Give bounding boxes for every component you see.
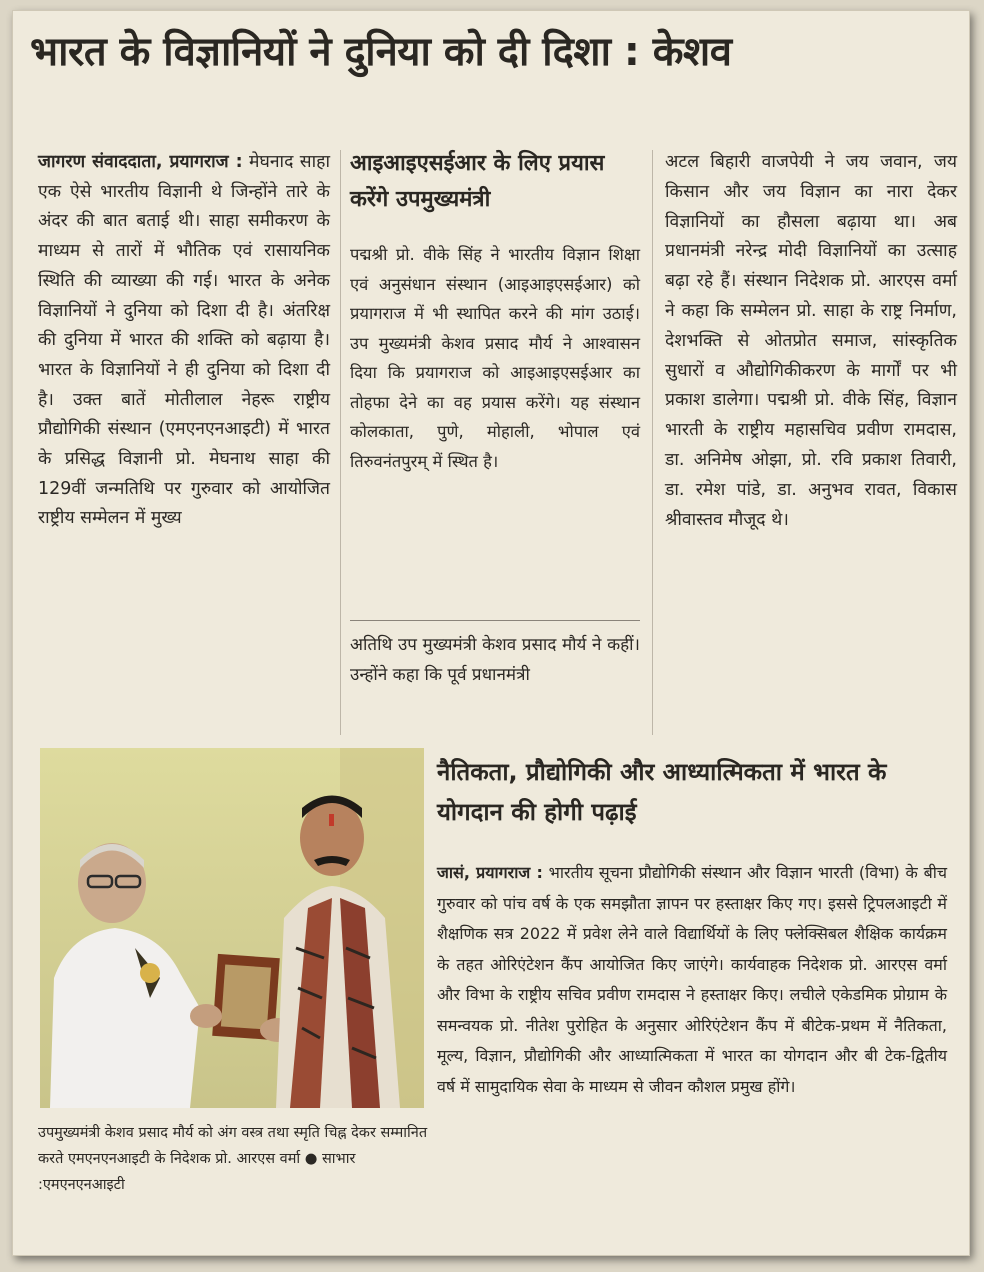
- main-story-dateline: जागरण संवाददाता, प्रयागराज :: [38, 152, 243, 172]
- second-story-headline: नैतिकता, प्रौद्योगिकी और आध्यात्मिकता में भारत के योगदान की होगी पढ़ाई: [437, 758, 887, 826]
- column-divider: [340, 150, 341, 735]
- sidebar-divider: [350, 620, 640, 621]
- column-divider: [652, 150, 653, 735]
- event-photo-illustration: [40, 748, 424, 1108]
- second-story-body: [437, 858, 947, 1102]
- event-photo: [40, 748, 424, 1108]
- photo-caption: उपमुख्यमंत्री केशव प्रसाद मौर्य को अंग वस्त्र तथा स्मृति चिह्न देकर सम्मानित करते एमएनएनआइटी के निदेशक प्रो. आरएस वर्मा ● साभार :एमएनएनआइटी: [38, 1125, 428, 1193]
- main-story-column-1: [38, 148, 330, 534]
- sidebar-story-body: पद्मश्री प्रो. वीके सिंह ने भारतीय विज्ञान शिक्षा एवं अनुसंधान संस्थान (आइआइएसईआर) को प्रयागराज में भी स्थापित करने की मांग उठाई। उप मुख्यमंत्री केशव प्रसाद मौर्य ने आश्वासन दिया कि प्रयागराज को आइआइएसईआर का तोहफा देने का वह प्रयास करेंगे। यह संस्थान कोलकाता, पुणे, मोहाली, भोपाल एवं तिरुवनंतपुरम् में स्थित है।: [350, 245, 640, 471]
- second-story-text: भारतीय सूचना प्रौद्योगिकी संस्थान और विज्ञान भारती (विभा) के बीच गुरुवार को पांच वर्ष के एक समझौता ज्ञापन पर हस्ताक्षर किए गए। इससे ट्रिपलआइटी में शैक्षणिक सत्र 2022 में प्रवेश लेने वाले विद्यार्थियों के लिए फ्लेक्सिबल शैक्षिक कार्यक्रम के तहत ओरिएंटेशन कैंप आयोजित किए जाएंगे। कार्यवाहक निदेशक प्रो. आरएस वर्मा और विभा के राष्ट्रीय सचिव प्रवीण रामदास ने हस्ताक्षर किए। लचीले एकेडमिक प्रोग्राम के समन्वयक प्रो. नीतेश पुरोहित के अनुसार ओरिएंटेशन कैंप में बीटेक-प्रथम में नैतिकता, मूल्य, विज्ञान, प्रौद्योगिकी और आध्यात्मिकता में भारत का योगदान और बी टेक-द्वितीय वर्ष में सामुदायिक सेवा के माध्यम से जीवन कौशल प्रमुख होंगे।: [437, 863, 948, 1096]
- second-story-dateline: जासं, प्रयागराज :: [437, 863, 543, 882]
- sidebar-subheading: आइआइएसईआर के लिए प्रयास करेंगे उपमुख्यमंत्री: [350, 151, 605, 212]
- main-story-column-3-text: अटल बिहारी वाजपेयी ने जय जवान, जय किसान और जय विज्ञान का नारा देकर विज्ञानियों का हौसला बढ़ाया था। अब प्रधानमंत्री नरेन्द्र मोदी विज्ञानियों का उत्साह बढ़ा रहे हैं। संस्थान निदेशक प्रो. आरएस वर्मा ने कहा कि सम्मेलन प्रो. साहा के राष्ट्र निर्माण, देशभक्ति से ओतप्रोत समाज, सांस्कृतिक सुधारों व औद्योगिकीकरण के मार्गों पर भी प्रकाश डालेगा। पद्मश्री प्रो. वीके सिंह, विज्ञान भारती के राष्ट्रीय महासचिव प्रवीण रामदास, डा. अनिमेष ओझा, प्रो. रवि प्रकाश तिवारी, डा. रमेश पांडे, डा. अनुभव रावत, विकास श्रीवास्तव मौजूद थे।: [665, 152, 957, 530]
- main-headline: भारत के विज्ञानियों ने दुनिया को दी दिशा : केशव: [30, 29, 732, 75]
- main-story-column-2-text: अतिथि उप मुख्यमंत्री केशव प्रसाद मौर्य ने कहीं। उन्होंने कहा कि पूर्व प्रधानमंत्री: [350, 635, 640, 685]
- main-story-column-1-text: मेघनाद साहा एक ऐसे भारतीय विज्ञानी थे जिन्होंने तारे के अंदर की बात बताई थी। साहा समीकरण के माध्यम से तारों में भौतिक एवं रासायनिक स्थिति की व्याख्या की गई। भारत के अनेक विज्ञानियों ने दुनिया को दिशा दी है। अंतरिक्ष की दुनिया में भारत की शक्ति को बढ़ाया है। भारत के विज्ञानियों ने ही दुनिया को दिशा दी है। उक्त बातें मोतीलाल नेहरू राष्ट्रीय प्रौद्योगिकी संस्थान (एमएनएनआइटी) में भारत के प्रसिद्ध विज्ञानी प्रो. मेघनाथ साहा की 129वीं जन्मतिथि पर गुरुवार को आयोजित राष्ट्रीय सम्मेलन में मुख्य: [38, 152, 330, 529]
